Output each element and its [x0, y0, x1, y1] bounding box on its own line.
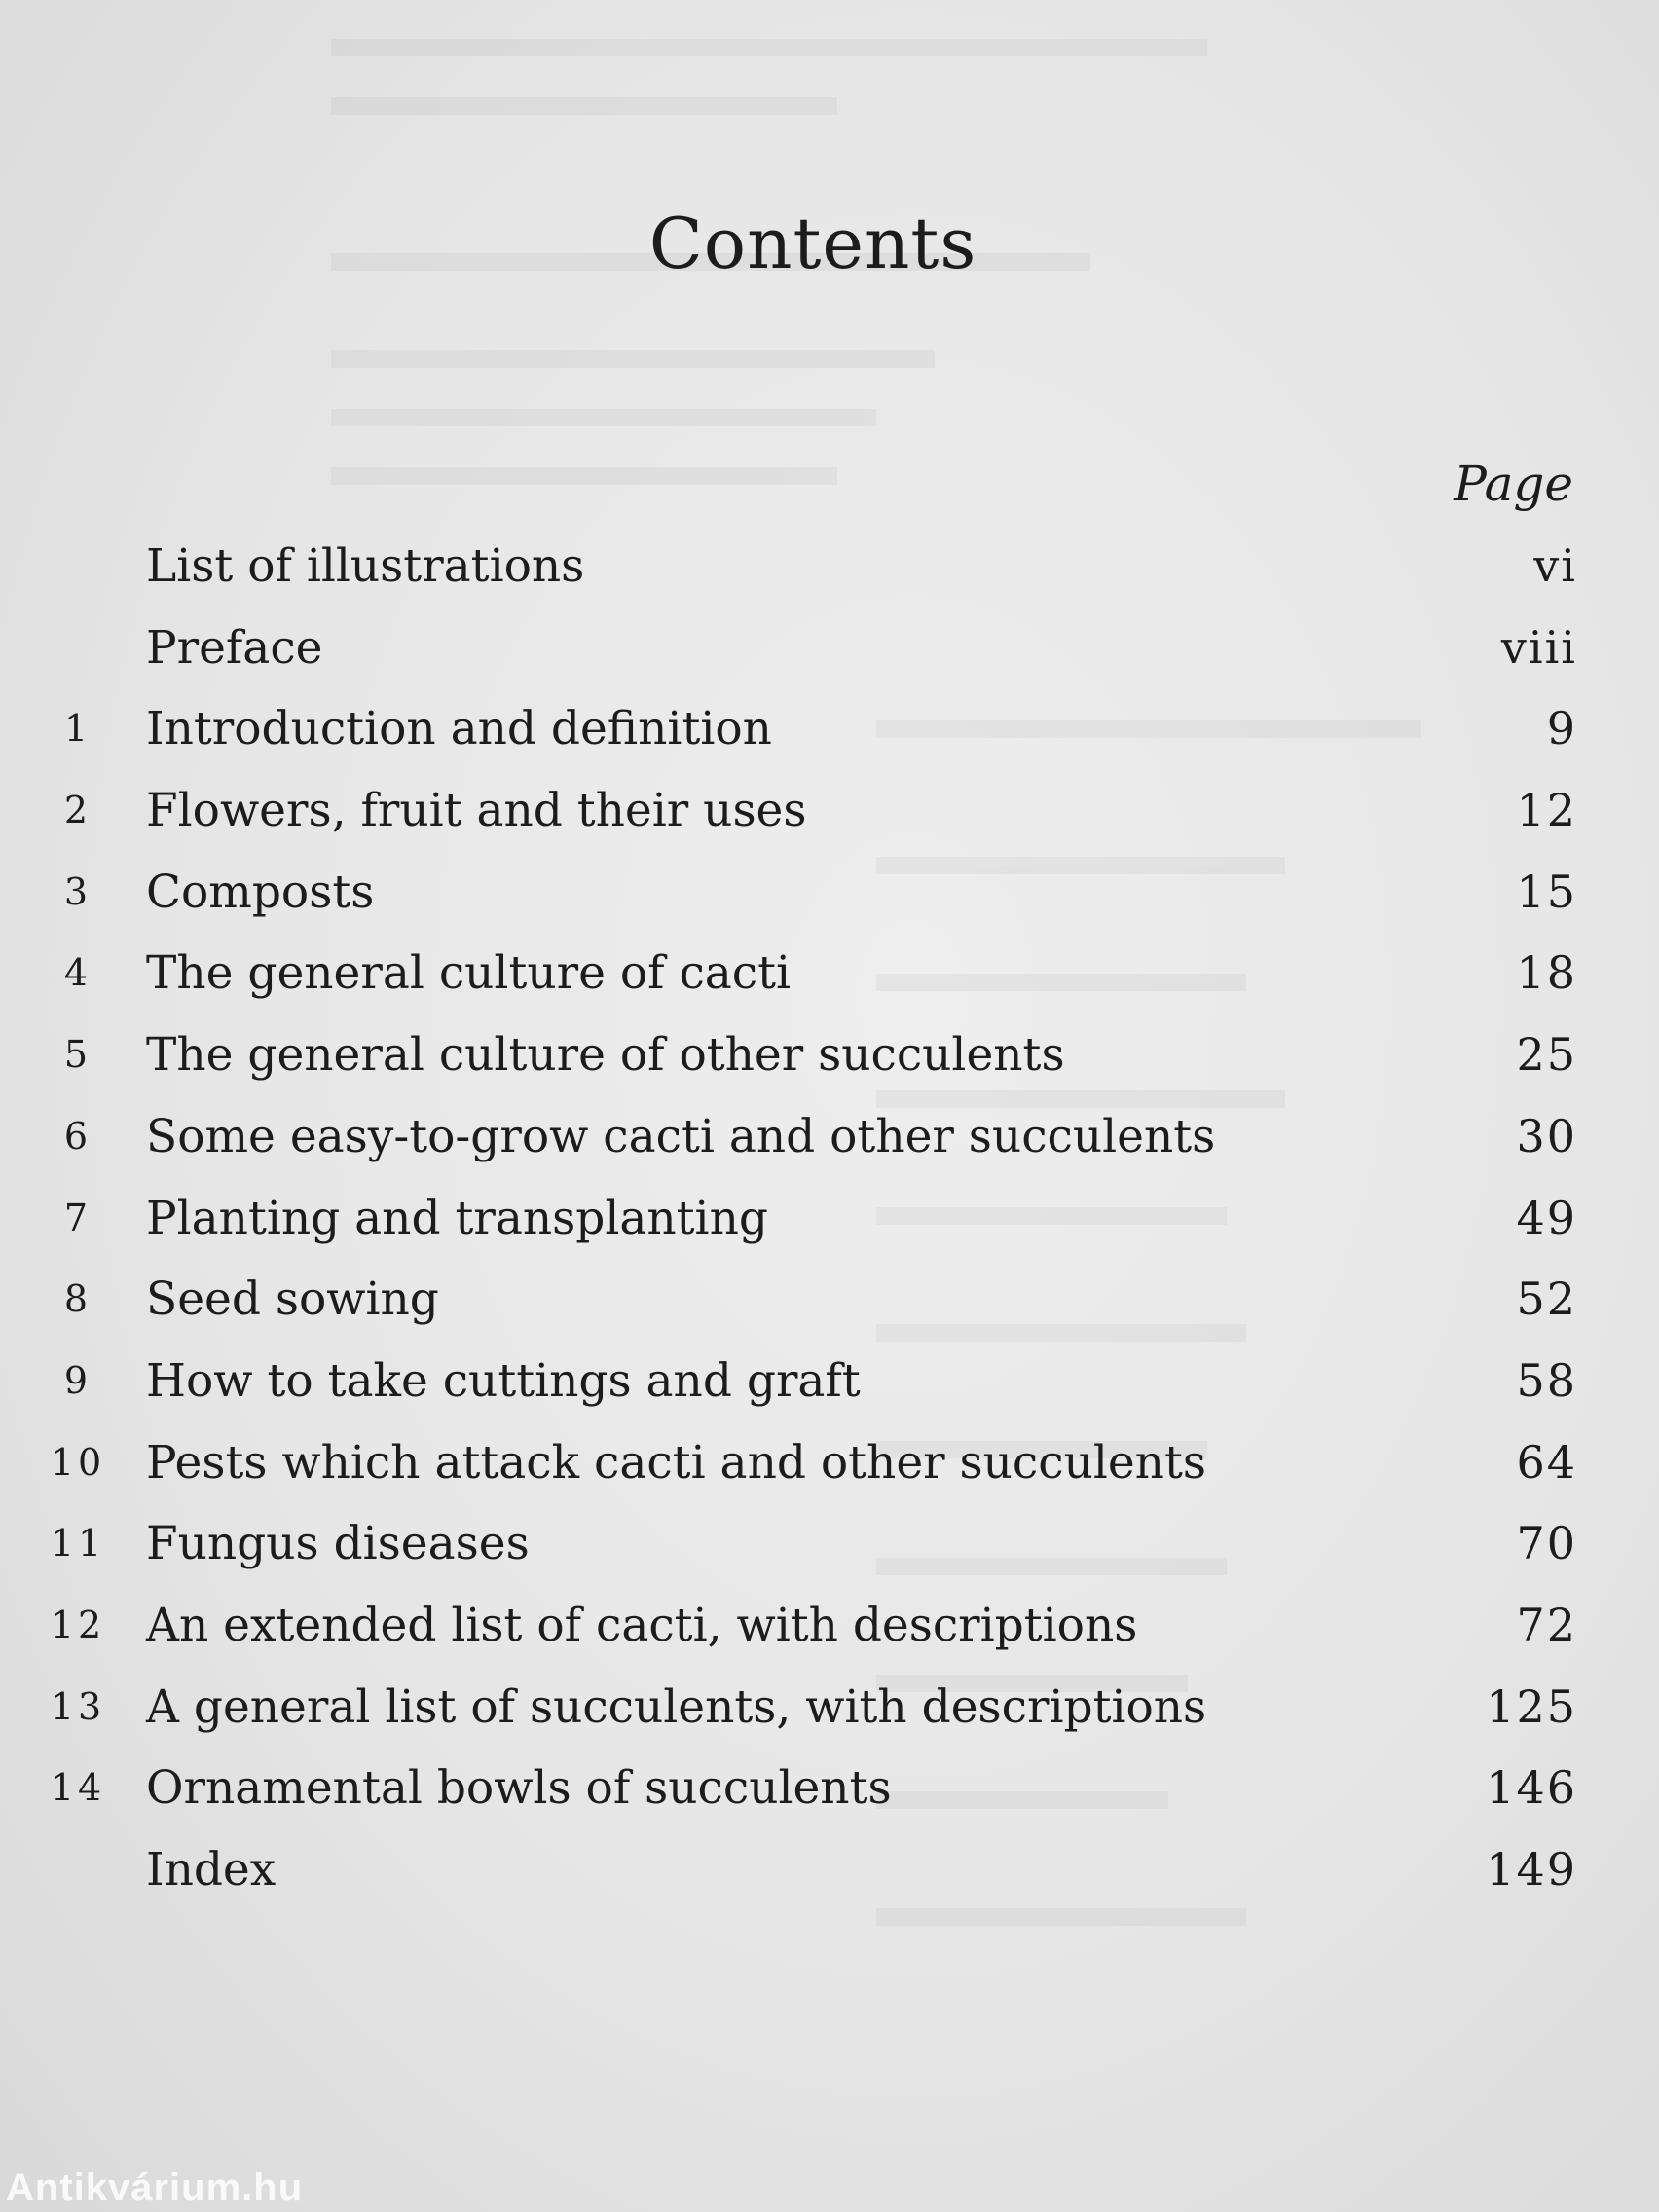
chapter-number: 4 — [63, 951, 92, 995]
toc-entry — [0, 526, 1659, 608]
page-number: vi — [1533, 539, 1577, 592]
chapter-number: 6 — [63, 1114, 92, 1158]
chapter-title: Preface — [146, 620, 323, 675]
chapter-number: 11 — [50, 1522, 106, 1566]
toc-entry — [0, 1667, 1659, 1749]
toc-entry — [0, 1178, 1659, 1260]
page-number: 9 — [1546, 702, 1577, 756]
toc-entry — [0, 1829, 1659, 1911]
page-number: 52 — [1516, 1272, 1577, 1326]
chapter-title: How to take cuttings and graft — [146, 1353, 861, 1408]
page-number: 49 — [1516, 1191, 1577, 1244]
page-number: 30 — [1516, 1109, 1577, 1162]
toc-entry — [0, 1259, 1659, 1341]
chapter-number: 9 — [63, 1358, 92, 1402]
chapter-title: Introduction and definition — [146, 702, 772, 756]
chapter-title: A general list of succulents, with descriptions — [146, 1679, 1207, 1734]
chapter-number: 8 — [63, 1277, 92, 1321]
page-number: 70 — [1516, 1517, 1577, 1570]
page-number: 18 — [1516, 946, 1577, 1000]
chapter-number: 3 — [63, 869, 92, 913]
chapter-title: Some easy-to-grow cacti and other succulents — [146, 1109, 1216, 1163]
chapter-title: An extended list of cacti, with descriptions — [146, 1598, 1138, 1652]
chapter-title: Seed sowing — [146, 1272, 439, 1327]
toc-entry — [0, 688, 1659, 770]
toc-entry — [0, 1422, 1659, 1504]
chapter-number: 13 — [50, 1684, 106, 1728]
chapter-title: Pests which attack cacti and other succulents — [146, 1435, 1206, 1490]
toc-entry — [0, 1341, 1659, 1422]
chapter-title: Index — [146, 1843, 276, 1897]
watermark-logo: Antikvárium.hu — [6, 2166, 304, 2209]
page-number: 64 — [1516, 1435, 1577, 1489]
chapter-title: Flowers, fruit and their uses — [146, 784, 807, 838]
chapter-title: List of illustrations — [146, 539, 585, 593]
page-number: 12 — [1516, 784, 1577, 837]
toc-entry — [0, 770, 1659, 852]
chapter-number: 1 — [63, 707, 92, 751]
page-number: 25 — [1516, 1028, 1577, 1082]
chapter-number: 12 — [50, 1603, 106, 1646]
chapter-title: Fungus diseases — [146, 1517, 530, 1571]
toc-entry — [0, 1585, 1659, 1667]
chapter-title: Ornamental bowls of succulents — [146, 1761, 892, 1816]
chapter-title: The general culture of other succulents — [146, 1028, 1065, 1083]
page-number: 146 — [1486, 1761, 1577, 1815]
toc-entry — [0, 1503, 1659, 1585]
page-number: 58 — [1516, 1353, 1577, 1407]
toc-entry — [0, 1096, 1659, 1178]
chapter-number: 5 — [63, 1033, 92, 1077]
chapter-title: Composts — [146, 865, 375, 919]
chapter-number: 14 — [50, 1766, 106, 1810]
page-number: 72 — [1516, 1598, 1577, 1651]
page-column-label: Page — [1454, 456, 1573, 512]
page-number: viii — [1500, 620, 1577, 674]
chapter-number: 2 — [63, 789, 92, 832]
toc-entry — [0, 933, 1659, 1014]
table-of-contents — [0, 526, 1659, 1911]
toc-entry — [0, 1014, 1659, 1096]
chapter-number: 10 — [50, 1440, 106, 1484]
chapter-title: The general culture of cacti — [146, 946, 792, 1001]
toc-entry — [0, 608, 1659, 689]
page-number: 149 — [1486, 1843, 1577, 1896]
contents-heading: Contents — [648, 203, 977, 285]
page-number: 125 — [1486, 1679, 1577, 1733]
chapter-number: 7 — [63, 1196, 92, 1239]
toc-entry — [0, 1748, 1659, 1829]
toc-entry — [0, 852, 1659, 934]
chapter-title: Planting and transplanting — [146, 1191, 768, 1245]
page-number: 15 — [1516, 865, 1577, 918]
